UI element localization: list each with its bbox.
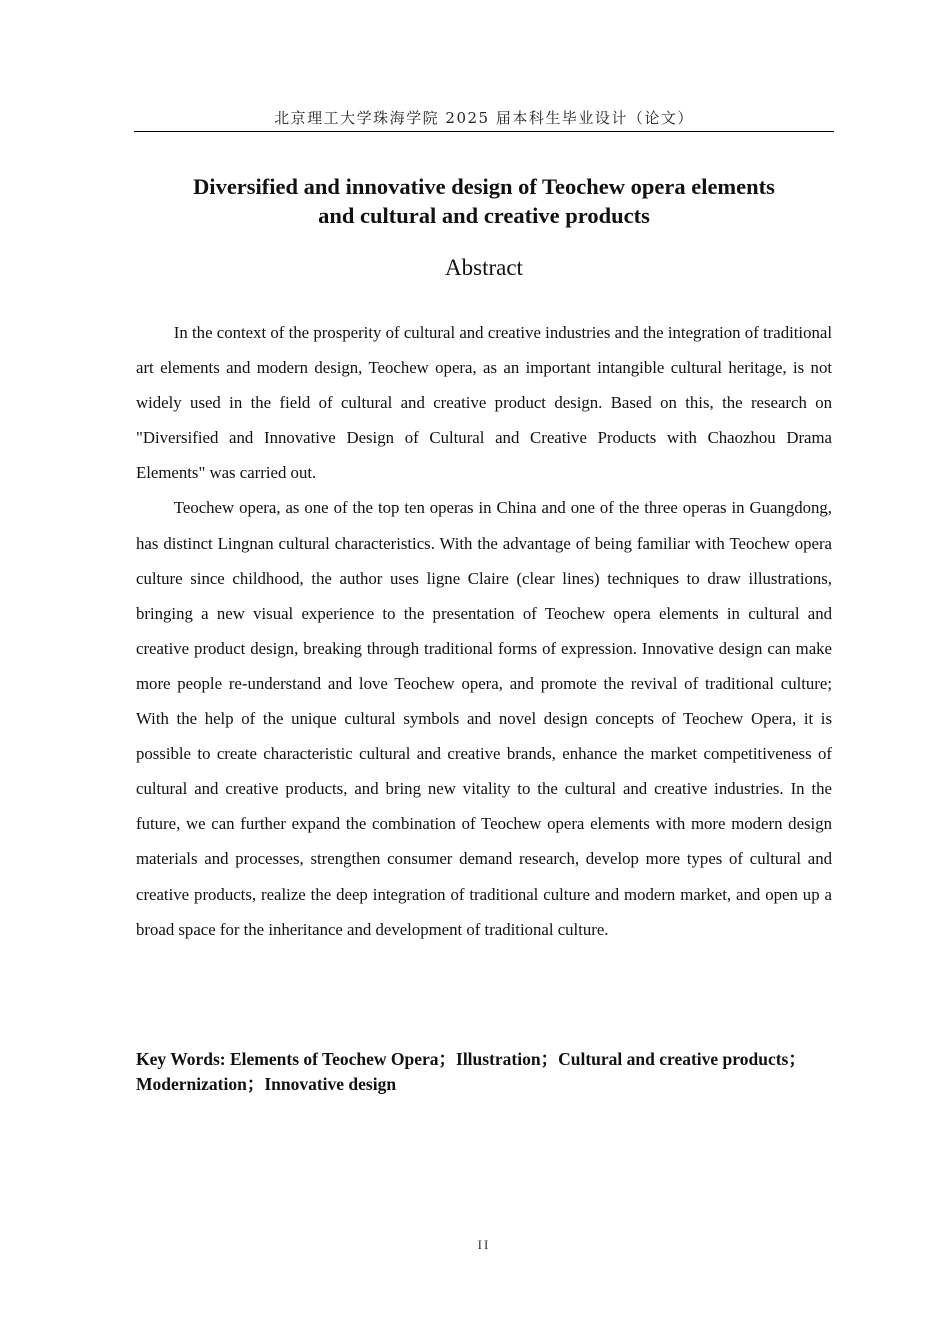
abstract-paragraph-1: In the context of the prosperity of cultural and creative industries and the integration of traditional art elements and modern design, Teochew opera, as an important intangible cultural heritage, is not widely used in the field of cultural and creative product design. Based on this, the research on "Diversified and Innovative Design of Cultural and Creative Products with Chaozhou Drama Elements" was carried out.	[136, 323, 832, 483]
thesis-title-line-2: and cultural and creative products	[318, 203, 650, 228]
thesis-title	[134, 172, 834, 230]
page-number: II	[477, 1237, 491, 1252]
header-divider	[134, 131, 834, 132]
running-header: 北京理工大学珠海学院 2025 届本科生毕业设计（论文）	[274, 109, 694, 127]
abstract-paragraph-2: Teochew opera, as one of the top ten operas in China and one of the three operas in Guangdong, has distinct Lingnan cultural characteristics. With the advantage of being familiar with Teochew opera culture since childhood, the author uses ligne Claire (clear lines) techniques to draw illustrations, bringing a new visual experience to the presentation of Teochew opera elements in cultural and creative product design, breaking through traditional forms of expression. Innovative design can make more people re-understand and love Teochew opera, and promote the revival of traditional culture; With the help of the unique cultural symbols and novel design concepts of Teochew Opera, it is possible to create characteristic cultural and creative brands, enhance the market competitiveness of cultural and creative products, and bring new vitality to the cultural and creative industries. In the future, we can further expand the combination of Teochew opera elements with more modern design materials and processes, strengthen consumer demand research, develop more types of cultural and creative products, realize the deep integration of traditional culture and modern market, and open up a broad space for the inheritance and development of traditional culture.	[136, 498, 832, 939]
abstract-body	[136, 315, 832, 947]
keywords: Key Words: Elements of Teochew Opera；Illustration；Cultural and creative products；Modernization；Innovative design	[136, 1049, 806, 1094]
abstract-heading: Abstract	[445, 255, 523, 280]
thesis-title-line-1: Diversified and innovative design of Teochew opera elements	[193, 174, 775, 199]
